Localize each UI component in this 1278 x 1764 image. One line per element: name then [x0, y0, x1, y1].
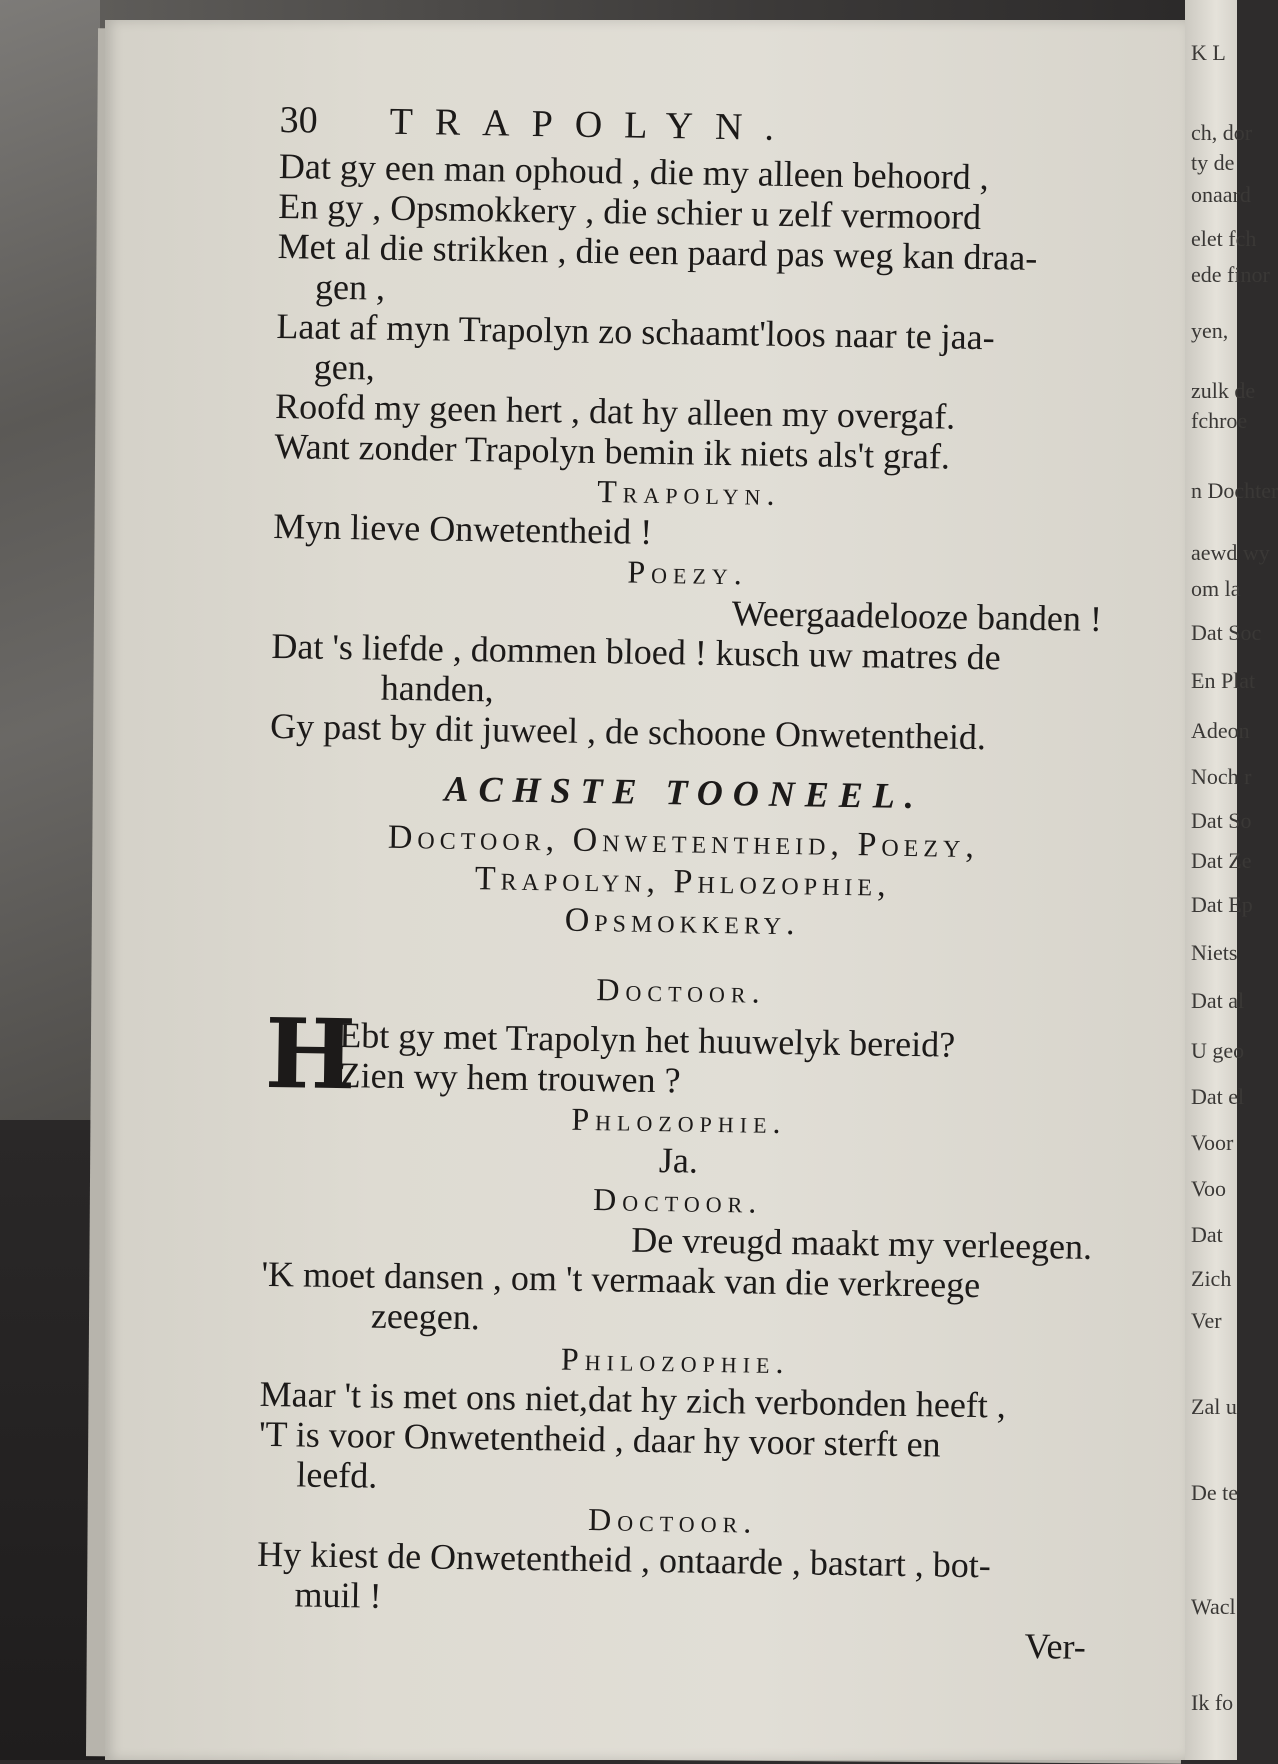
verse-line: Want zonder Trapolyn bemin ik niets als't graf. — [274, 425, 951, 477]
opening-lines — [264, 996, 1095, 1112]
facing-fragment: zulk de — [1191, 378, 1256, 403]
verse-line: 'T is voor Onwetentheid , daar hy voor sterft en — [258, 1413, 941, 1465]
facing-fragment: Adeon — [1191, 718, 1250, 743]
verse-line: Met al die strikken , die een paard pas weg kan draa- — [277, 225, 1038, 278]
verse-line: Hy kiest de Onwetentheid , ontaarde , bastart , bot- — [256, 1533, 992, 1586]
cast-list: Opsmokkery. — [564, 901, 800, 943]
facing-fragment: Noch r — [1191, 764, 1252, 789]
facing-fragment: En Plat — [1191, 668, 1256, 693]
verse-line: gen , — [314, 266, 386, 308]
facing-fragment: Zich — [1191, 1266, 1232, 1291]
verse-line: Zien wy hem trouwen ? — [338, 1055, 681, 1101]
verse-line: 'K moet dansen , om 't vermaak van die verkreege — [261, 1253, 981, 1306]
speaker-name: Trapolyn. — [596, 473, 781, 512]
facing-fragment: onaard — [1191, 182, 1251, 207]
verse-line: En gy , Opsmokkery , die schier u zelf vermoord — [278, 185, 982, 238]
verse-line: muil ! — [294, 1574, 382, 1616]
verse-line: Weergaadelooze banden ! — [731, 593, 1103, 639]
speaker-name: Doctoor. — [596, 971, 766, 1010]
running-title: TRAPOLYN. — [389, 100, 797, 150]
facing-fragment: ch, dor — [1191, 120, 1253, 145]
speaker-name: Poezy. — [627, 553, 749, 592]
scene-heading: ACHSTE TOONEEL. — [444, 768, 925, 817]
speaker-name: Doctoor. — [587, 1501, 758, 1540]
facing-fragment: Dat el — [1191, 1084, 1245, 1109]
facing-fragment: Dat Soc — [1191, 620, 1262, 645]
verse-line: Roofd my geen hert , dat hy alleen my overgaf. — [274, 385, 956, 437]
verse-line: Myn lieve Onwetentheid ! — [272, 505, 653, 552]
verse-line: Laat af myn Trapolyn zo schaamt'loos naar te jaa- — [276, 305, 995, 358]
facing-fragment: K L — [1191, 40, 1226, 65]
facing-fragment: Ver — [1191, 1308, 1222, 1333]
facing-fragment: n Dochter — [1191, 478, 1278, 503]
verse-line: Maar 't is met ons niet,dat hy zich verbonden heeft , — [259, 1373, 1007, 1426]
facing-fragment: Dat al — [1191, 988, 1245, 1013]
drop-cap: H — [264, 996, 357, 1112]
verse-line: Dat gy een man ophoud , die my alleen behoord , — [278, 145, 990, 198]
cast-list: Trapolyn, Phlozophie, — [474, 860, 891, 904]
drop-cap-lines — [338, 1015, 955, 1105]
page-text — [256, 100, 1110, 1667]
facing-fragment: elet fch — [1191, 226, 1257, 251]
facing-fragment: Voor — [1191, 1130, 1234, 1155]
facing-fragment: Ik fo — [1191, 1690, 1234, 1715]
verse-line: handen, — [380, 667, 495, 710]
facing-fragment: Dat Ep — [1191, 892, 1253, 917]
facing-fragment: om la — [1191, 576, 1241, 601]
facing-fragment: Dat Ze — [1191, 848, 1252, 873]
facing-fragment: Voo — [1191, 1176, 1227, 1201]
verse-line: Gy past by dit juweel , de schoone Onwetentheid. — [269, 705, 987, 758]
verse-line: De vreugd maakt my verleegen. — [631, 1219, 1093, 1267]
facing-fragment: Dat So — [1191, 808, 1252, 833]
facing-page — [1185, 0, 1278, 1760]
page-number: 30 — [279, 99, 319, 142]
facing-fragment: fchroe — [1191, 408, 1248, 433]
facing-fragment: Wacl — [1191, 1594, 1236, 1619]
facing-fragment: ty de — [1191, 150, 1235, 175]
speaker-name: Doctoor. — [592, 1181, 763, 1220]
facing-fragment: yen, — [1191, 318, 1229, 343]
speaker-name: Philozophie. — [560, 1340, 790, 1381]
facing-fragment: Niets — [1191, 940, 1238, 965]
verse-line: Ebt gy met Trapolyn het huuwelyk bereid? — [339, 1015, 956, 1065]
verse-line: zeegen. — [370, 1295, 481, 1338]
facing-fragment: aewd wy — [1191, 540, 1270, 565]
verse-line: Ja. — [658, 1140, 699, 1181]
facing-fragment: ede finor — [1191, 262, 1270, 287]
facing-fragment: De te — [1191, 1480, 1239, 1505]
facing-fragment: U geo — [1191, 1038, 1245, 1063]
facing-fragment: Zal u — [1191, 1394, 1237, 1419]
verse-line: leefd. — [296, 1454, 378, 1496]
speaker-name: Phlozophie. — [571, 1100, 787, 1141]
catchword: Ver- — [1024, 1625, 1087, 1667]
verse-line: gen, — [313, 346, 376, 388]
facing-fragment: Dat — [1191, 1222, 1223, 1247]
verse-line: Dat 's liefde , dommen bloed ! kusch uw matres de — [271, 625, 1001, 678]
cast-list: Doctoor, Onwetentheid, Poezy, — [387, 818, 980, 866]
